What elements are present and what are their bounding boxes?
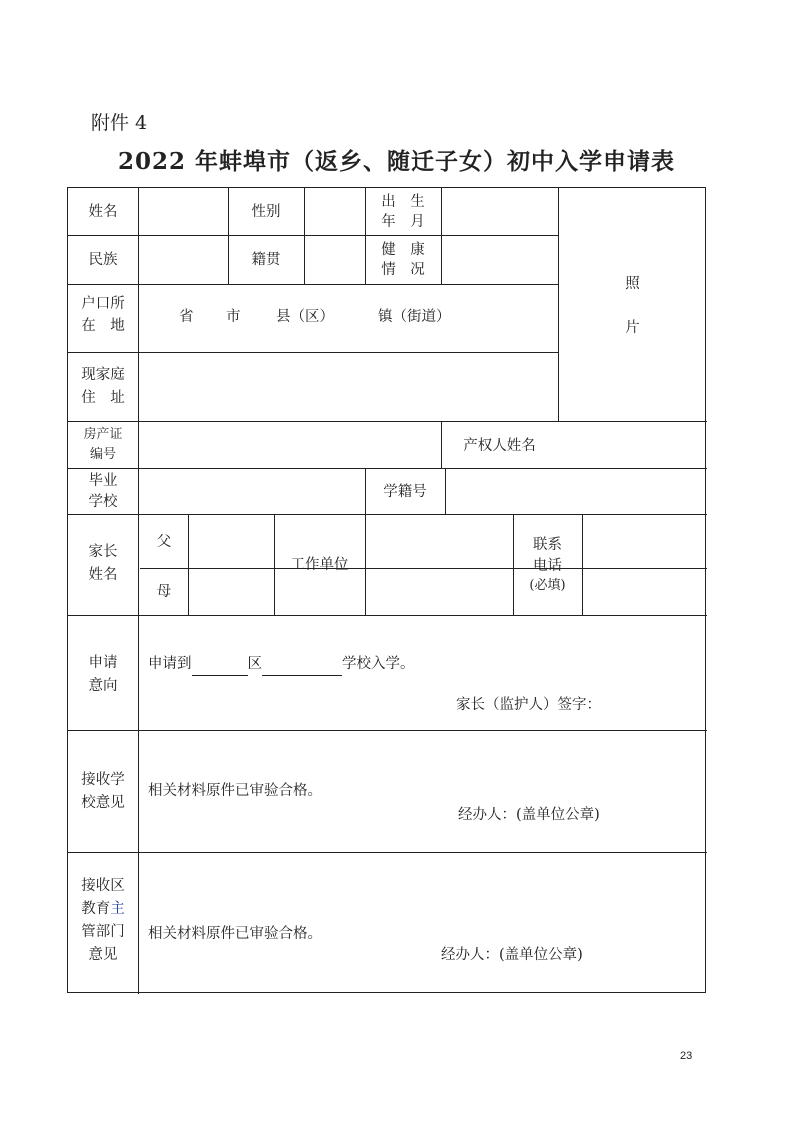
phone-label-3: (必填): [529, 578, 566, 593]
edu-opinion-label-1: 接收区: [81, 878, 125, 894]
health-label-2: 情 况: [381, 262, 425, 278]
address-label-2: 住 址: [81, 390, 125, 406]
form-title: 2022 年蚌埠市（返乡、随迁子女）初中入学申请表: [117, 148, 676, 175]
edu-opinion-label-2: [68, 897, 138, 921]
owner-label: 产权人姓名: [463, 438, 536, 454]
hukou-town: 镇（街道）: [378, 309, 451, 325]
phone-label-1: 联系: [533, 537, 562, 553]
apply-label-2: 意向: [88, 678, 118, 694]
edu-handler-label: 经办人：(盖单位公章): [441, 947, 583, 963]
parent-label-1: 家长: [88, 544, 118, 560]
mother-label: 母: [156, 584, 172, 600]
property-label-2: 编号: [89, 447, 116, 462]
apply-label-1: 申请: [88, 655, 118, 671]
birth-label-2: 年 月: [381, 214, 425, 230]
edu-opinion-label-4: 意见: [88, 947, 118, 963]
school-opinion-text: 相关材料原件已审验合格。: [148, 783, 322, 799]
apply-sentence: [148, 652, 415, 676]
phone-label-2: 电话: [533, 558, 562, 574]
native-place-label: 籍贯: [251, 252, 281, 268]
school-handler-label: 经办人：(盖单位公章): [458, 807, 600, 823]
grad-school-label-2: 学校: [88, 494, 118, 510]
hukou-label-2: 在 地: [81, 318, 125, 334]
photo-label-2: 片: [625, 320, 640, 336]
edu-opinion-label-3: 管部门: [81, 924, 125, 940]
work-unit-label: 工作单位: [290, 557, 349, 573]
apply-district: 区: [247, 656, 262, 672]
school-opinion-label-2: 校意见: [81, 795, 125, 811]
apply-suffix: 学校入学。: [342, 656, 415, 672]
district-blank[interactable]: [192, 659, 248, 676]
gender-label: 性别: [251, 204, 281, 220]
father-label: 父: [156, 534, 172, 550]
apply-prefix: 申请到: [148, 656, 192, 672]
photo-label-1: 照: [625, 276, 640, 292]
hukou-label-1: 户口所: [81, 296, 125, 312]
parent-label-2: 姓名: [88, 567, 118, 583]
page-number: 23: [680, 1050, 693, 1062]
school-opinion-label-1: 接收学: [81, 772, 125, 788]
health-label-1: 健 康: [381, 242, 425, 258]
guardian-signature-label: 家长（监护人）签字：: [456, 697, 601, 713]
grad-school-label-1: 毕业: [88, 473, 118, 489]
hukou-city: 市: [226, 309, 241, 325]
edu-opinion-text: 相关材料原件已审验合格。: [148, 926, 322, 942]
attachment-label: 附件 4: [91, 112, 148, 134]
edu-opinion-label-2b: 主: [110, 901, 125, 917]
student-id-label: 学籍号: [383, 484, 427, 500]
name-label: 姓名: [88, 204, 118, 220]
edu-opinion-label-2a: 教育: [81, 901, 111, 917]
hukou-province: 省: [179, 309, 194, 325]
birth-label-1: 出 生: [381, 194, 425, 210]
ethnicity-label: 民族: [88, 252, 118, 268]
address-label-1: 现家庭: [81, 367, 125, 383]
hukou-county: 县（区）: [276, 309, 334, 325]
application-form: [67, 187, 706, 993]
school-blank[interactable]: [262, 659, 342, 676]
property-label-1: 房产证: [83, 427, 123, 442]
